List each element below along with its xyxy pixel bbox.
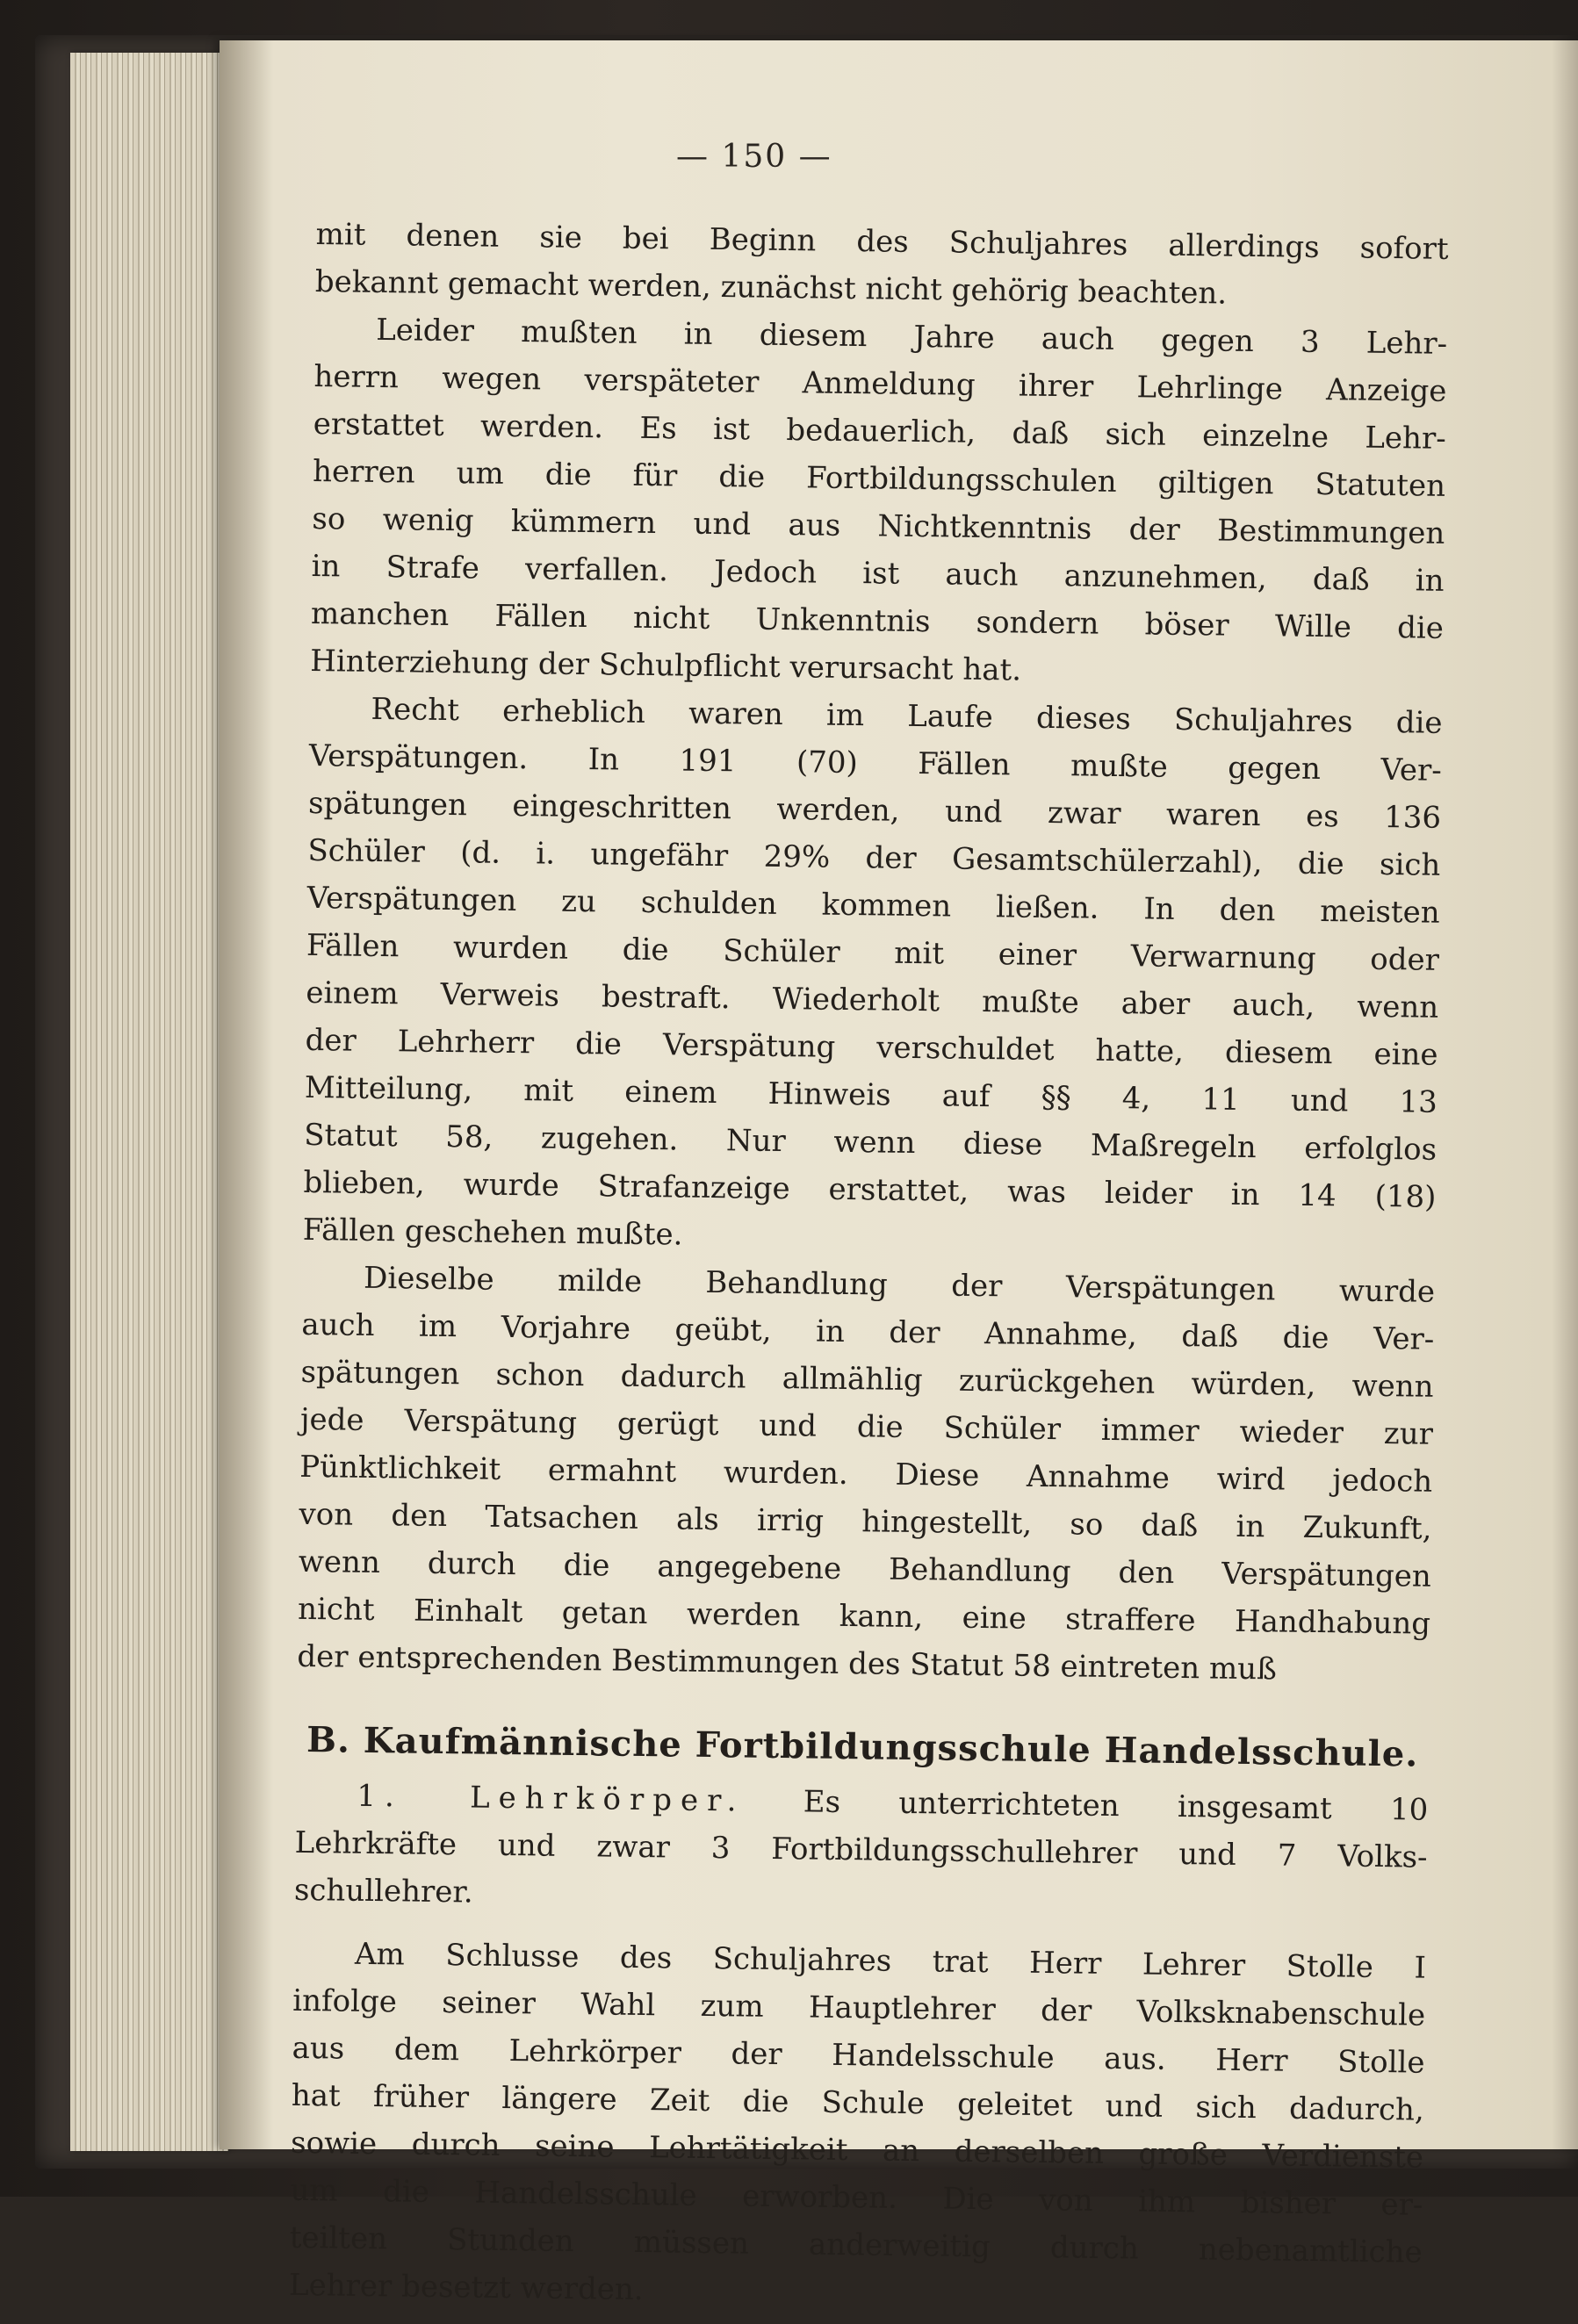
text-line: mit denen sie bei Beginn des Schuljahres allerdings sofort bbox=[315, 216, 1449, 267]
subsection-label: 1. Lehrkörper. bbox=[357, 1778, 746, 1819]
text-line: Dieselbe milde Behandlung der Verspätungen wurde bbox=[363, 1260, 1436, 1310]
text-line: jede Verspätung gerügt und die Schüler immer wieder zur bbox=[299, 1401, 1434, 1452]
body-text bbox=[289, 211, 1458, 2324]
text-line: Verspätungen zu schulden kommen ließen. In den meisten bbox=[306, 880, 1440, 931]
text-line: Recht erheblich waren im Laufe dieses Schuljahres die bbox=[371, 691, 1443, 741]
text-line: manchen Fällen nicht Unkenntnis sondern böser Wille die bbox=[310, 595, 1445, 646]
text-line: spätungen eingeschritten werden, und zwar waren es 136 bbox=[307, 785, 1442, 836]
page-edges bbox=[70, 53, 228, 2151]
paragraph bbox=[315, 211, 1458, 320]
paragraph bbox=[297, 1254, 1444, 1695]
text-line: einem Verweis bestraft. Wiederholt mußte aber auch, wenn bbox=[306, 975, 1439, 1025]
text-line: herren um die für die Fortbildungsschulen giltigen Statuten bbox=[312, 453, 1446, 504]
text-line: infolge seiner Wahl zum Hauptlehrer der Volksknabenschule bbox=[292, 1982, 1426, 2033]
text-line: Lehrer besetzt werden. bbox=[288, 2267, 644, 2308]
text-line: so wenig kümmern und aus Nichtkenntnis der Bestimmungen bbox=[312, 500, 1445, 551]
text-line: Leider mußten in diesem Jahre auch gegen 3 Lehr- bbox=[375, 312, 1448, 362]
text-line: bekannt gemacht werden, zunächst nicht gehörig beachten. bbox=[314, 263, 1228, 312]
text-line: Fällen geschehen mußte. bbox=[302, 1212, 683, 1253]
text-line: sowie durch seine Lehrtätigkeit an derselben große Verdienste bbox=[290, 2125, 1424, 2176]
text-line: nicht Einhalt getan werden kann, eine straffere Handhabung bbox=[297, 1591, 1431, 1642]
paragraph bbox=[302, 685, 1451, 1269]
text-line: in Strafe verfallen. Jedoch ist auch anzunehmen, daß in bbox=[311, 548, 1445, 599]
text-line: Schüler (d. i. ungefähr 29% der Gesamtschülerzahl), die sich bbox=[307, 832, 1441, 883]
text-line: Am Schlusse des Schuljahres trat Herr Lehrer Stolle I bbox=[354, 1936, 1427, 1986]
text-line: Hinterziehung der Schulpflicht verursacht hat. bbox=[310, 643, 1022, 688]
text-line: teilten Stunden müssen anderweitig durch nebenamtliche bbox=[289, 2220, 1423, 2270]
section-heading: B. Kaufmännische Fortbildungsschule Handelsschule. bbox=[306, 1719, 1419, 1775]
page-gutter-shadow bbox=[220, 40, 272, 2149]
text-line: Lehrkräfte und zwar 3 Fortbildungsschullehrer und 7 Volks- bbox=[294, 1824, 1428, 1875]
text-fragment: Es unterrichteten insgesamt 10 bbox=[803, 1784, 1429, 1828]
text-line: Fällen wurden die Schüler mit einer Verwarnung oder bbox=[306, 927, 1440, 978]
text-line: aus dem Lehrkörper der Handelsschule aus. Herr Stolle bbox=[292, 2030, 1425, 2081]
text-line: um die Handelsschule erworben. Die von ihm bisher er- bbox=[290, 2172, 1423, 2223]
text-line: der entsprechenden Bestimmungen des Statut 58 eintreten muß bbox=[297, 1638, 1278, 1687]
text-line: herrn wegen verspäteter Anmeldung ihrer Lehrlinge Anzeige bbox=[313, 358, 1447, 409]
text-line: Pünktlichkeit ermahnt wurden. Diese Annahme wird jedoch bbox=[299, 1449, 1433, 1500]
paragraph bbox=[310, 306, 1457, 700]
text-line: Mitteilung, mit einem Hinweis auf §§ 4, 11 und 13 bbox=[304, 1069, 1438, 1120]
page-edge-shadow bbox=[1552, 40, 1578, 2149]
text-line: Verspätungen. In 191 (70) Fällen mußte gegen Ver- bbox=[308, 737, 1443, 788]
page-number: — 150 — bbox=[676, 139, 832, 175]
text-line: auch im Vorjahre geübt, in der Annahme, daß die Ver- bbox=[301, 1306, 1435, 1357]
paragraph bbox=[294, 1772, 1437, 1929]
text-line: Statut 58, zugehen. Nur wenn diese Maßregeln erfolglos bbox=[303, 1117, 1437, 1168]
text-line: von den Tatsachen als irrig hingestellt, so daß in Zukunft, bbox=[299, 1496, 1432, 1547]
text-line: der Lehrherr die Verspätung verschuldet hatte, diesem eine bbox=[305, 1022, 1438, 1073]
text-line: spätungen schon dadurch allmählig zurückgehen würden, wenn bbox=[300, 1354, 1434, 1405]
text-line: hat früher längere Zeit die Schule geleitet und sich dadurch, bbox=[291, 2077, 1425, 2128]
text-line: erstattet werden. Es ist bedauerlich, daß sich einzelne Lehr- bbox=[313, 406, 1446, 457]
text-line: wenn durch die angegebene Behandlung den Verspätungen bbox=[298, 1543, 1432, 1594]
text-line: schullehrer. bbox=[293, 1872, 473, 1910]
paragraph bbox=[289, 1930, 1436, 2324]
text-line: blieben, wurde Strafanzeige erstattet, was leider in 14 (18) bbox=[303, 1164, 1437, 1215]
